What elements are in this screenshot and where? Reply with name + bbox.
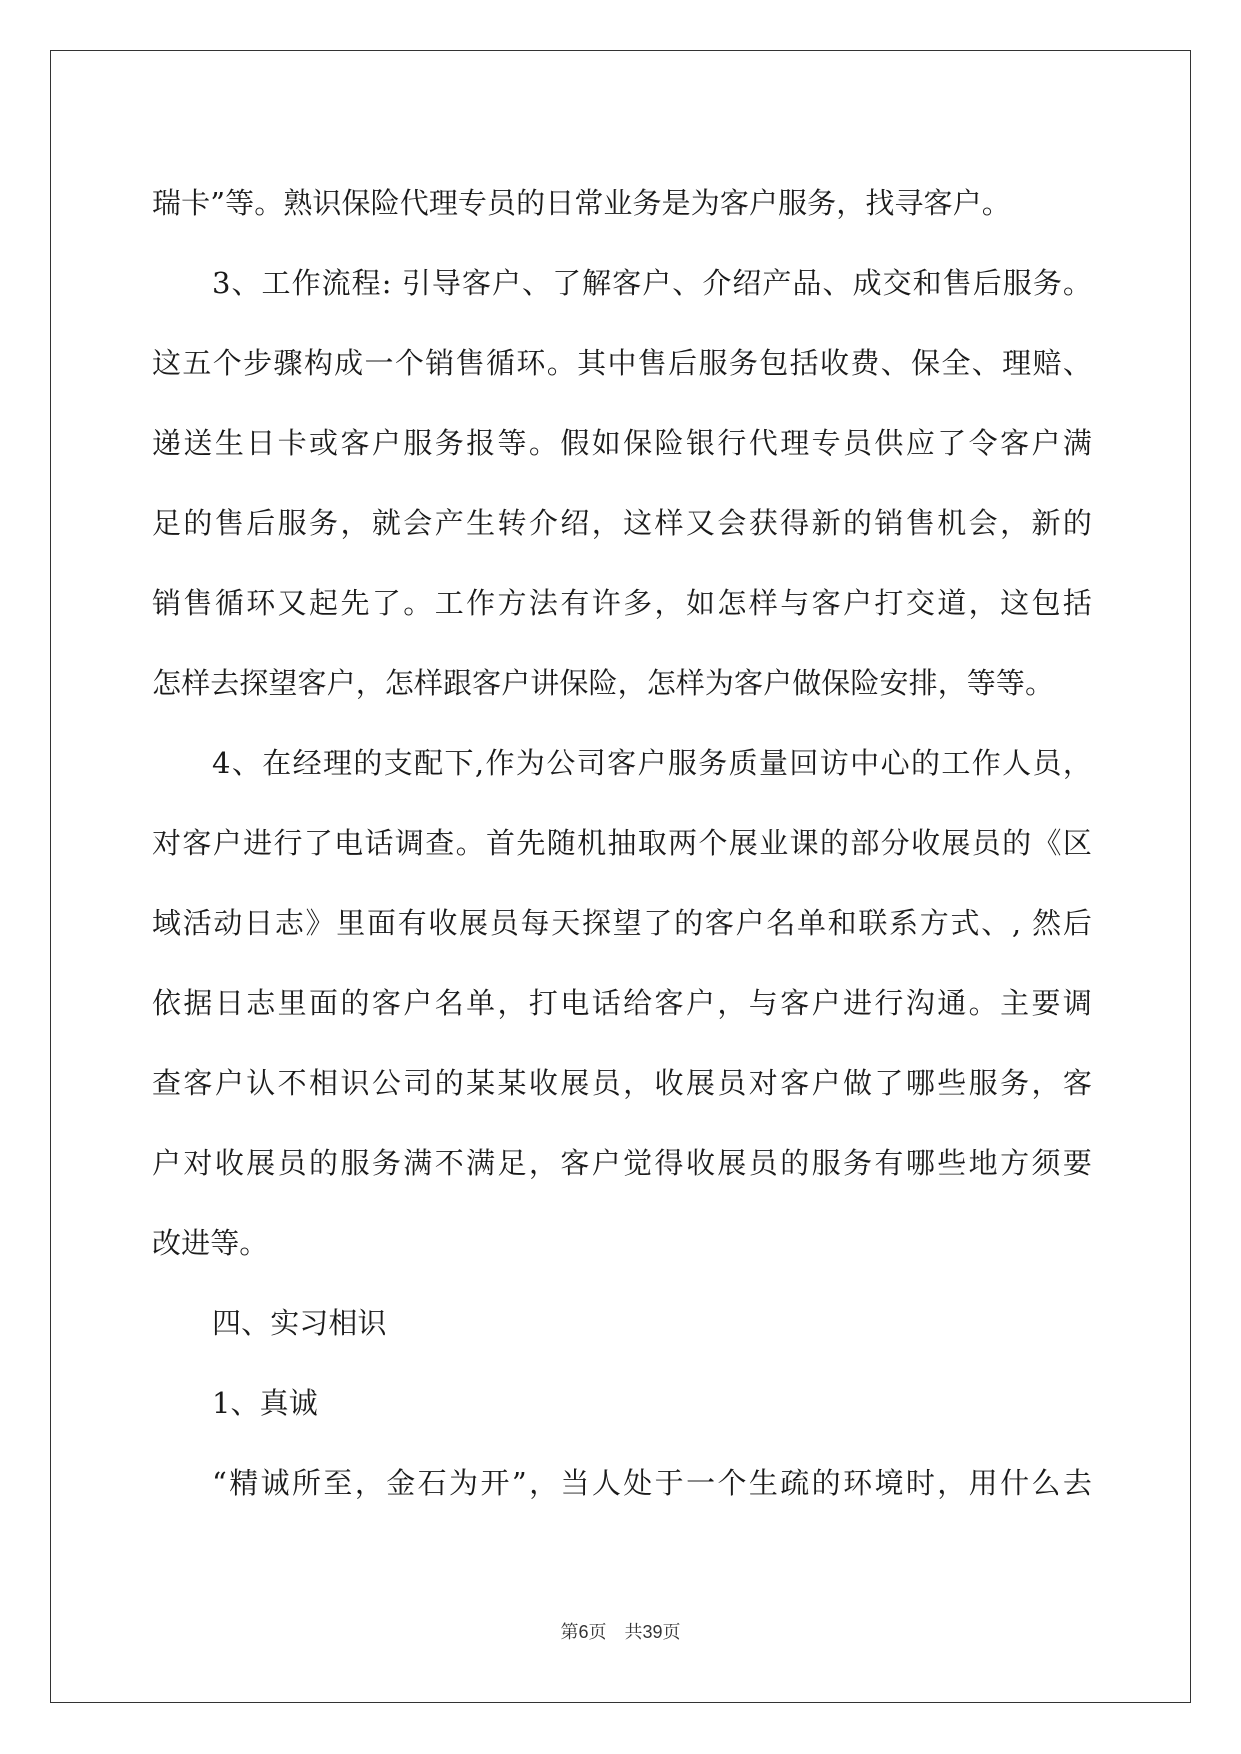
text-line: 查客户认不相识公司的某某收展员，收展员对客户做了哪些服务，客 — [152, 1066, 1092, 1100]
document-body — [152, 163, 1092, 1523]
text-line: 域活动日志》里面有收展员每天探望了的客户名单和联系方式、, 然后 — [152, 906, 1092, 940]
text-line: 四、实习相识 — [212, 1306, 387, 1340]
text-line: 4、在经理的支配下,作为公司客户服务质量回访中心的工作人员， — [212, 746, 1092, 780]
text-line: 户对收展员的服务满不满足，客户觉得收展员的服务有哪些地方须要 — [152, 1146, 1092, 1180]
text-line: 这五个步骤构成一个销售循环。其中售后服务包括收费、保全、理赔、 — [152, 346, 1092, 380]
text-line: 改进等。 — [152, 1226, 269, 1260]
text-line: 对客户进行了电话调查。首先随机抽取两个展业课的部分收展员的《区 — [152, 826, 1092, 860]
text-line: 瑞卡”等。熟识保险代理专员的日常业务是为客户服务，找寻客户。 — [152, 186, 1011, 220]
footer-prefix: 第 — [560, 1622, 579, 1643]
text-line: 足的售后服务，就会产生转介绍，这样又会获得新的销售机会，新的 — [152, 506, 1092, 540]
footer-page-number: 6 — [578, 1622, 589, 1642]
page-footer — [0, 1620, 1241, 1645]
text-line: 销售循环又起先了。工作方法有许多，如怎样与客户打交道，这包括 — [152, 586, 1092, 620]
text-line: 3、工作流程: 引导客户、了解客户、介绍产品、成交和售后服务。 — [212, 266, 1092, 300]
text-line: 递送生日卡或客户服务报等。假如保险银行代理专员供应了令客户满 — [152, 426, 1092, 460]
footer-middle: 页 共 — [588, 1622, 643, 1643]
text-line: 1、真诚 — [212, 1386, 318, 1420]
text-line: “精诚所至，金石为开”，当人处于一个生疏的环境时，用什么去 — [212, 1466, 1092, 1500]
footer-suffix: 页 — [662, 1622, 681, 1643]
footer-total-pages: 39 — [642, 1622, 663, 1642]
text-line: 怎样去探望客户，怎样跟客户讲保险，怎样为客户做保险安排，等等。 — [152, 666, 1055, 700]
text-line: 依据日志里面的客户名单，打电话给客户，与客户进行沟通。主要调 — [152, 986, 1092, 1020]
